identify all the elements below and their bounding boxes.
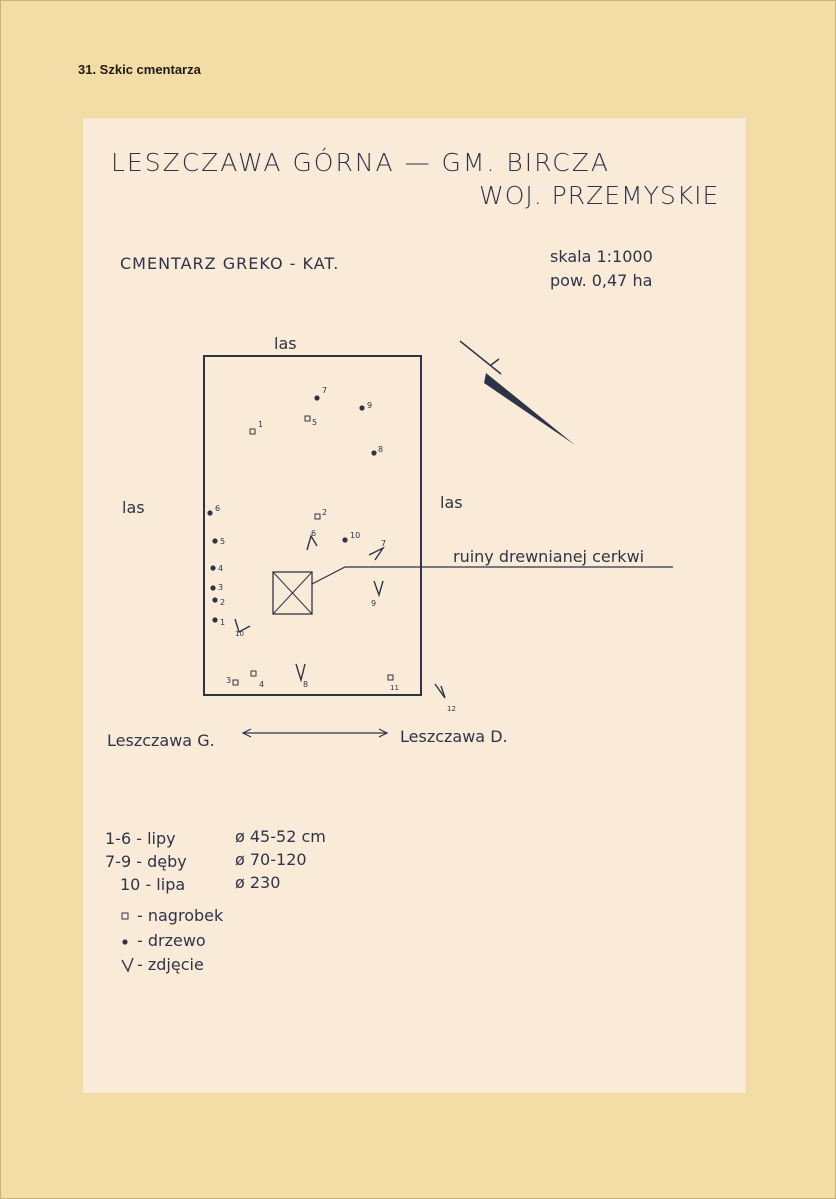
tree-marker	[212, 538, 217, 543]
legend-diameter: ø 230	[235, 873, 281, 892]
marker-number: 5	[312, 418, 318, 427]
marker-number: 7	[322, 386, 328, 395]
grave-marker	[233, 680, 238, 685]
label-church-ruins: ruiny drewnianej cerkwi	[453, 547, 645, 566]
marker-number: 11	[390, 684, 399, 692]
label-forest-north: las	[274, 334, 297, 353]
grave-marker	[388, 675, 393, 680]
label-forest-west: las	[122, 498, 145, 517]
marker-number: 4	[259, 680, 265, 689]
label-road-east: Leszczawa D.	[400, 727, 508, 746]
legend-diameter: ø 70-120	[235, 850, 307, 869]
sketch-sheet	[83, 118, 746, 1093]
legend-range: 10 - lipa	[120, 875, 186, 894]
tree-marker	[359, 405, 364, 410]
north-arrow-icon	[460, 341, 575, 445]
legend-diameter: ø 45-52 cm	[235, 827, 326, 846]
photo-point-icon	[296, 664, 305, 680]
marker-number: 6	[215, 504, 221, 513]
tree-marker	[371, 450, 376, 455]
tree-marker	[212, 597, 217, 602]
road-direction-arrow	[243, 729, 387, 737]
marker-number: 8	[303, 680, 309, 689]
legend-tree-label: - drzewo	[137, 931, 206, 950]
legend-photo-label: - zdjęcie	[137, 955, 204, 974]
marker-number: 12	[447, 705, 456, 713]
grave-marker	[251, 671, 256, 676]
legend-range: 7-9 - dęby	[105, 852, 187, 871]
photo-point-icon	[435, 684, 445, 698]
legend-grave-label: - nagrobek	[137, 906, 224, 925]
tree-marker	[314, 395, 319, 400]
marker-number: 9	[367, 401, 373, 410]
tree-marker	[212, 617, 217, 622]
marker-number: 9	[371, 599, 377, 608]
photo-point-icon	[374, 581, 383, 595]
marker-number: 2	[322, 508, 328, 517]
marker-number: 10	[235, 630, 244, 638]
photo-point-icon	[369, 548, 383, 560]
tree-marker	[210, 585, 215, 590]
title-line-2: WOJ. PRZEMYSKIE	[479, 181, 720, 210]
marker-number: 1	[258, 420, 264, 429]
tree-marker	[207, 510, 212, 515]
cemetery-type: CMENTARZ GREKO - KAT.	[120, 254, 340, 273]
label-forest-east: las	[440, 493, 463, 512]
cemetery-boundary	[204, 356, 421, 695]
marker-number: 8	[378, 445, 384, 454]
marker-number: 10	[350, 531, 361, 540]
photo-point-icon	[307, 536, 317, 550]
scale-label: skala 1:1000	[550, 247, 653, 266]
marker-number: 4	[218, 564, 224, 573]
tree-marker	[210, 565, 215, 570]
tree-legend-icon	[122, 939, 127, 944]
marker-number: 7	[381, 539, 387, 548]
marker-number: 1	[220, 618, 226, 627]
label-road-west: Leszczawa G.	[107, 731, 215, 750]
grave-marker	[305, 416, 310, 421]
legend-range: 1-6 - lipy	[105, 829, 176, 848]
area-label: pow. 0,47 ha	[550, 271, 653, 290]
marker-number: 6	[311, 529, 317, 538]
figure-caption: 31. Szkic cmentarza	[78, 62, 201, 77]
grave-legend-icon	[122, 913, 128, 919]
church-ruin-symbol	[273, 567, 673, 614]
tree-marker	[342, 537, 347, 542]
grave-marker	[315, 514, 320, 519]
marker-number: 3	[226, 676, 232, 685]
photo-legend-icon	[122, 958, 133, 971]
marker-number: 3	[218, 583, 224, 592]
marker-number: 2	[220, 598, 226, 607]
title-line-1: LESZCZAWA GÓRNA — GM. BIRCZA	[111, 148, 610, 177]
grave-marker	[250, 429, 255, 434]
marker-number: 5	[220, 537, 226, 546]
